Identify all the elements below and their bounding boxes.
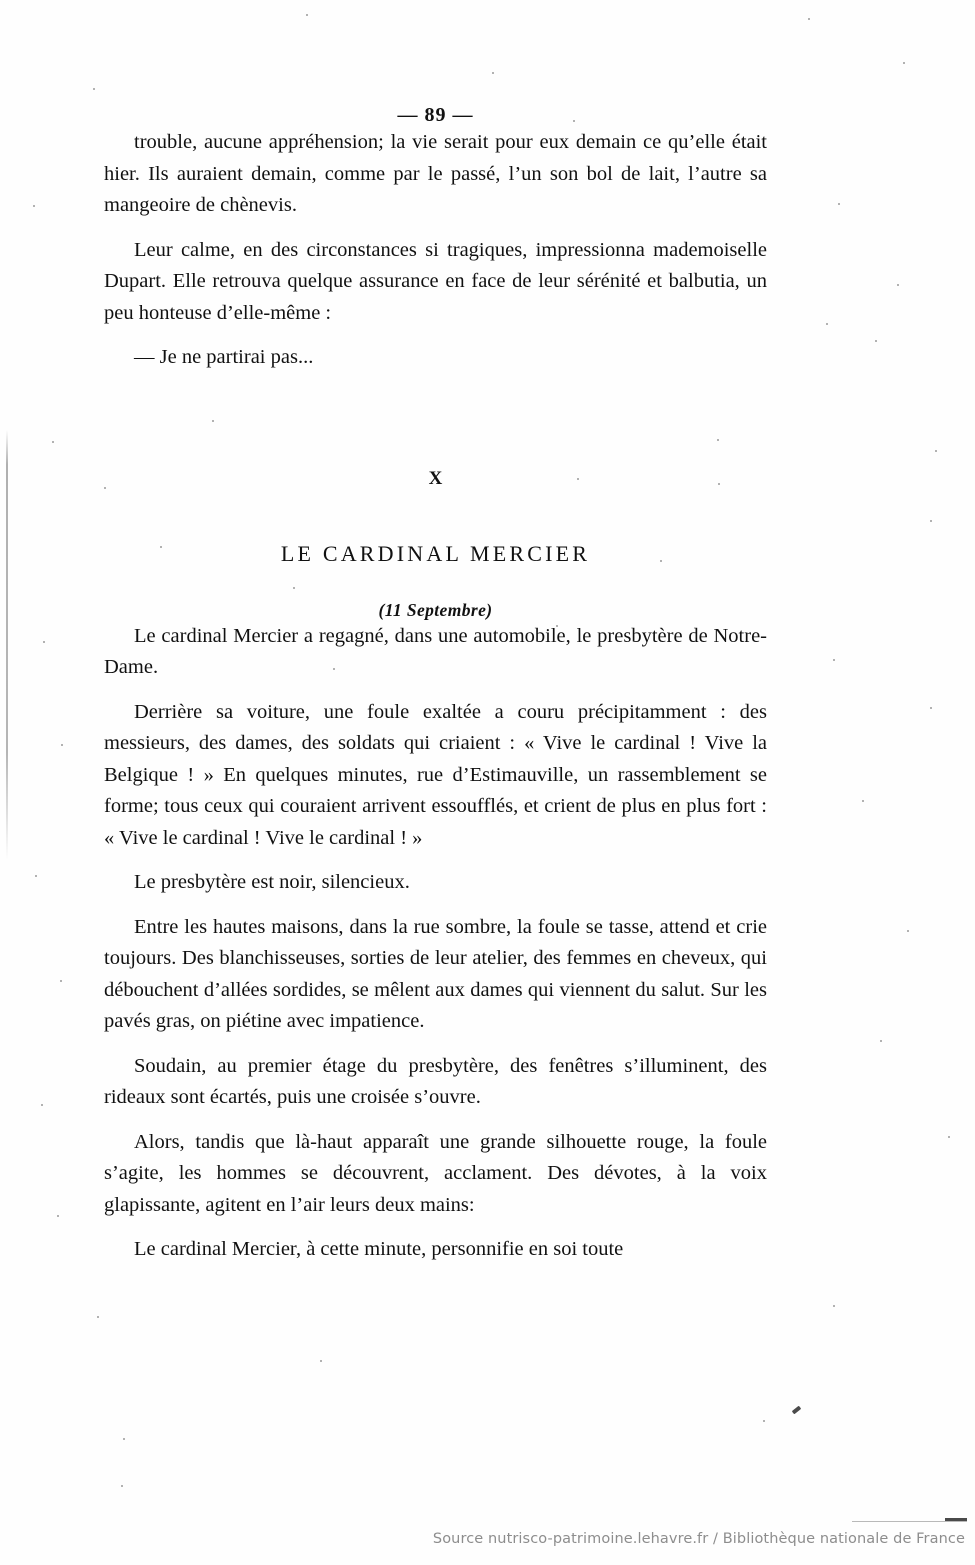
scan-speck	[61, 744, 63, 746]
scan-speck	[862, 800, 864, 802]
scan-speck	[880, 1040, 882, 1042]
scan-speck	[907, 930, 909, 932]
dialogue-line: — Je ne partirai pas...	[134, 346, 314, 368]
scan-speck	[43, 641, 45, 643]
scan-speck	[41, 1104, 43, 1106]
scan-speck	[320, 1360, 322, 1362]
footer-rule	[852, 1521, 967, 1522]
chapter-date: (11 Septembre)	[378, 599, 493, 620]
scan-speck	[52, 441, 54, 443]
paragraph: Le cardinal Mercier, à cette minute, personnifie en soi toute	[134, 1238, 624, 1260]
scan-speck	[121, 1485, 123, 1487]
scan-speck	[97, 1316, 99, 1318]
scan-speck	[57, 1215, 59, 1217]
scan-speck	[93, 88, 95, 90]
paragraph: Le cardinal Mercier a regagné, dans une automobile, le presbytère de Notre-Dame.	[104, 624, 767, 678]
paragraph: Derrière sa voiture, une foule exaltée a couru précipitamment : des messieurs, des dames, des soldats qui criaient : « Vive le cardinal ! Vive la Belgique ! » En quelques minutes, rue d’Estimauville, un rassemblement se forme; tous ceux qui couraient arrivent essoufflés, et crient de plus en plus fort : « Vive le cardinal ! Vive le cardinal ! »	[104, 700, 767, 849]
chapter-title: LE CARDINAL MERCIER	[280, 540, 591, 566]
scan-speck	[930, 520, 932, 522]
scan-speck	[35, 875, 37, 877]
scan-speck	[123, 1438, 125, 1440]
scan-speck	[875, 340, 877, 342]
scan-speck	[833, 1305, 835, 1307]
ink-smudge-artifact	[792, 1406, 802, 1415]
scan-speck	[833, 659, 835, 661]
scan-speck	[897, 284, 899, 286]
scan-speck	[948, 1136, 950, 1138]
paragraph: trouble, aucune appréhension; la vie serait pour eux demain ce qu’elle était hier. Ils auraient demain, comme par le passé, l’un son bol de lait, l’autre sa mangeoire de chènevis.	[104, 131, 767, 216]
paragraph: Le presbytère est noir, silencieux.	[134, 871, 410, 893]
scan-speck	[930, 707, 932, 709]
paragraph: Alors, tandis que là-haut apparaît une grande silhouette rouge, la foule s’agite, les hommes se découvrent, acclament. Des dévotes, à la voix glapissante, agitent en l’air leurs deux mains:	[104, 1130, 767, 1216]
footer-rule-mark	[945, 1518, 967, 1521]
paragraph: Soudain, au premier étage du presbytère, des fenêtres s’illuminent, des rideaux sont écartés, puis une croisée s’ouvre.	[104, 1054, 767, 1108]
chapter-number: X	[428, 467, 443, 489]
scan-speck	[935, 450, 937, 452]
scan-speck	[33, 205, 35, 207]
scan-speck	[838, 203, 840, 205]
source-attribution: Source nutrisco-patrimoine.lehavre.fr / Bibliothèque nationale de France	[432, 1531, 965, 1547]
page-content	[104, 0, 767, 1266]
binding-edge-artifact	[6, 430, 8, 860]
scan-speck	[903, 62, 905, 64]
scan-speck	[808, 18, 810, 20]
scan-speck	[763, 1420, 765, 1422]
scan-speck	[826, 323, 828, 325]
paragraph: Leur calme, en des circonstances si tragiques, impressionna mademoiselle Dupart. Elle retrouva quelque assurance en face de leur sérénité et balbutia, un peu honteuse d’elle-même :	[104, 238, 767, 324]
page-number: — 89 —	[397, 104, 474, 126]
scan-speck	[60, 980, 62, 982]
paragraph: Entre les hautes maisons, dans la rue sombre, la foule se tasse, attend et crie toujours. Des blanchisseuses, sorties de leur atelier, des femmes en cheveux, qui débouchent d’allées sordides, se mêlent aux dames qui viennent du salut. Sur les pavés gras, on piétine avec impatience.	[104, 915, 767, 1032]
